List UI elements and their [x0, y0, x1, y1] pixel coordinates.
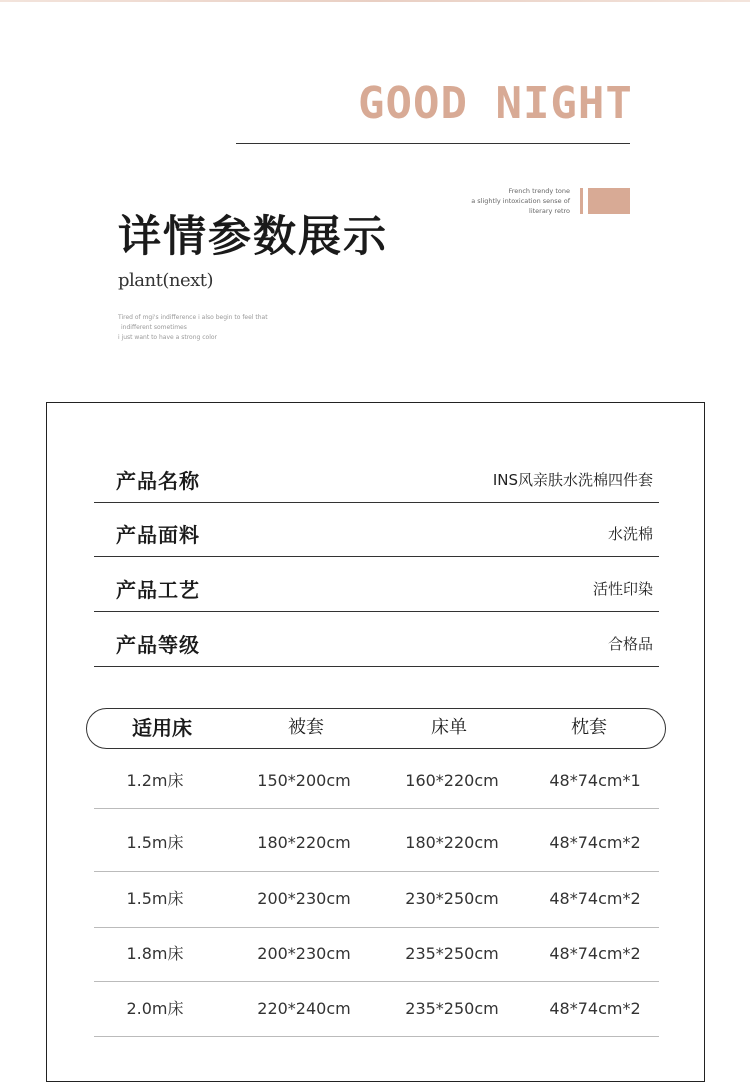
param-row-grade — [94, 612, 659, 667]
table-row — [94, 927, 659, 982]
header-cell: 枕套 — [571, 717, 607, 738]
table-cell: 200*230cm — [257, 944, 351, 963]
table-cell: 2.0m床 — [126, 999, 184, 1018]
param-value: INS风亲肤水洗棉四件套 — [492, 471, 653, 489]
accent-bar-thin — [580, 188, 583, 214]
param-value: 合格品 — [607, 635, 653, 653]
tagline-line: French trendy tone — [508, 187, 570, 195]
table-cell: 1.5m床 — [126, 833, 184, 852]
good-night-headline: GOOD NIGHT — [358, 78, 633, 129]
tagline-line: literary retro — [529, 207, 570, 215]
table-cell: 230*250cm — [405, 889, 499, 908]
copy-line: indifferent sometimes — [121, 324, 187, 331]
tagline-line: a slightly intoxication sense of — [471, 197, 570, 205]
table-cell: 235*250cm — [405, 999, 499, 1018]
tagline — [440, 186, 570, 216]
table-row — [94, 872, 659, 928]
header-cell: 床单 — [431, 717, 467, 738]
param-label: 产品工艺 — [116, 578, 200, 602]
table-cell: 235*250cm — [405, 944, 499, 963]
brand-name: plant(next) — [118, 270, 214, 291]
param-value: 水洗棉 — [607, 525, 653, 543]
table-row — [94, 754, 659, 809]
table-cell: 1.5m床 — [126, 889, 184, 908]
param-label: 产品面料 — [116, 523, 200, 547]
header-cell: 适用床 — [132, 716, 192, 740]
table-cell: 200*230cm — [257, 889, 351, 908]
param-value: 活性印染 — [592, 580, 653, 598]
table-cell: 180*220cm — [257, 833, 351, 852]
decorative-copy — [118, 313, 308, 343]
accent-bar-block — [588, 188, 630, 214]
table-cell: 48*74cm*2 — [549, 944, 641, 963]
table-cell: 150*200cm — [257, 771, 351, 790]
table-row — [94, 982, 659, 1037]
header-divider — [236, 143, 630, 144]
param-row-craft — [94, 557, 659, 612]
top-decorative-strip — [0, 0, 750, 2]
table-cell: 160*220cm — [405, 771, 499, 790]
table-cell: 180*220cm — [405, 833, 499, 852]
table-cell: 1.8m床 — [126, 944, 184, 963]
table-cell: 48*74cm*2 — [549, 999, 641, 1018]
size-table-header — [86, 708, 666, 749]
table-cell: 48*74cm*2 — [549, 889, 641, 908]
header-cell: 被套 — [288, 717, 324, 738]
copy-line: i just want to have a strong color — [118, 334, 217, 341]
table-cell: 48*74cm*2 — [549, 833, 641, 852]
table-row — [94, 816, 659, 872]
page-title: 详情参数展示 — [118, 212, 388, 262]
copy-line: Tired of mgi's indifference i also begin to feel that — [118, 314, 268, 321]
param-label: 产品等级 — [116, 633, 200, 657]
table-cell: 48*74cm*1 — [549, 771, 641, 790]
param-row-name — [94, 448, 659, 503]
param-label: 产品名称 — [116, 469, 200, 493]
param-row-fabric — [94, 502, 659, 557]
table-cell: 1.2m床 — [126, 771, 184, 790]
table-cell: 220*240cm — [257, 999, 351, 1018]
